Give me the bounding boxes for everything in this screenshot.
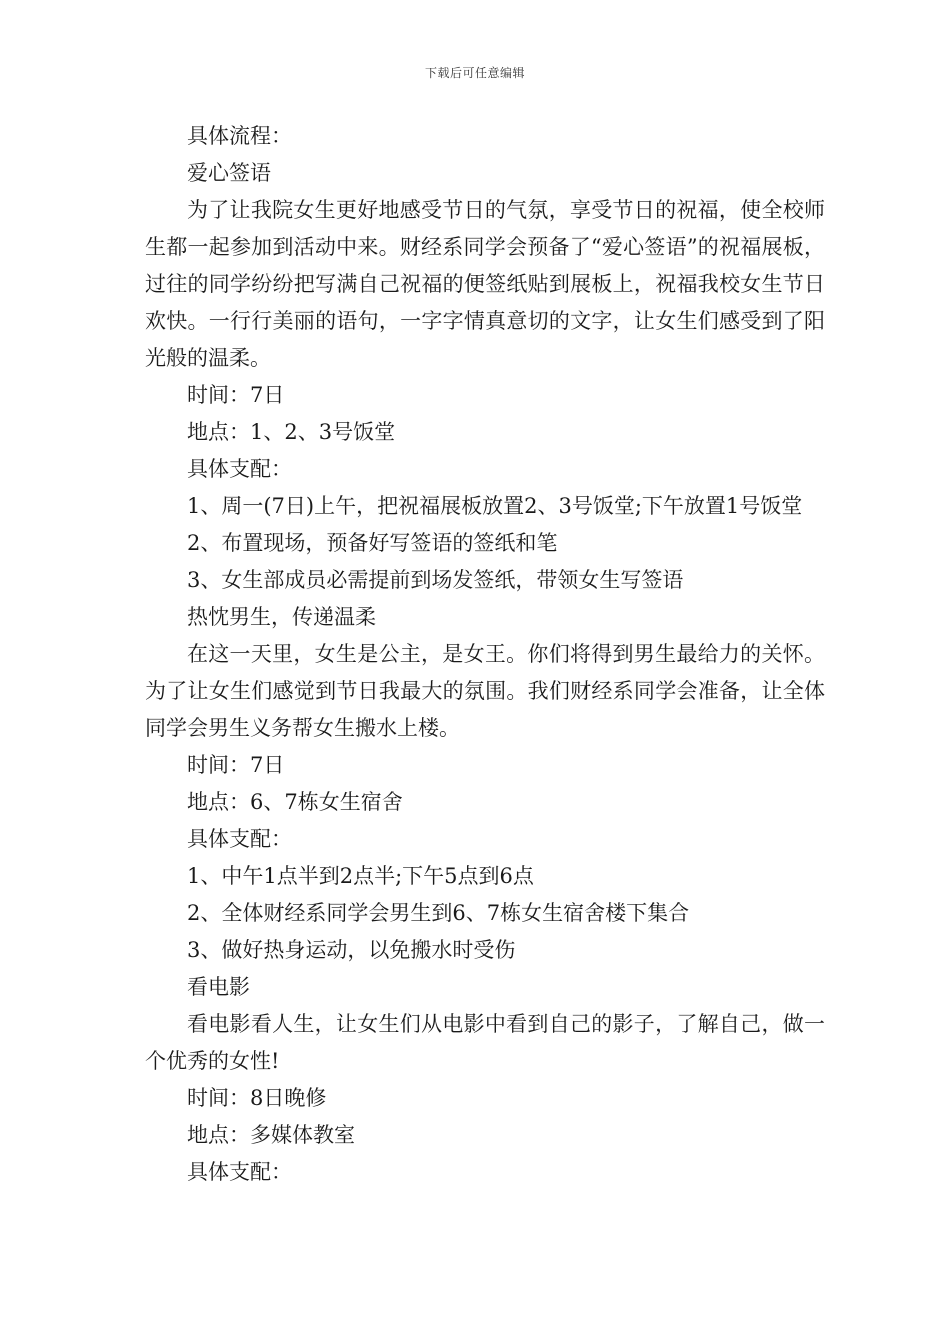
- paragraph-boys-step-2: 2、全体财经系同学会男生到6、7栋女生宿舍楼下集合: [187, 901, 690, 925]
- paragraph-signing-time: 时间：7日: [187, 383, 285, 407]
- paragraph-signing-step-2: 2、布置现场，预备好写签语的签纸和笔: [187, 531, 558, 555]
- paragraph-boys-time: 时间：7日: [187, 753, 285, 777]
- paragraph-boys-step-3: 3、做好热身运动，以免搬水时受伤: [187, 938, 516, 962]
- paragraph-process-heading: 具体流程：: [187, 124, 292, 148]
- paragraph-boys-description: 在这一天里，女生是公主，是女王。你们将得到男生最给力的关怀。为了让女生们感觉到节日我最大的氛围。我们财经系同学会准备，让全体同学会男生义务帮女生搬水上楼。: [145, 642, 825, 740]
- paragraph-boys-step-1: 1、中午1点半到2点半;下午5点到6点: [187, 864, 534, 888]
- paragraph-signing-step-1: 1、周一(7日)上午，把祝福展板放置2、3号饭堂;下午放置1号饭堂: [187, 494, 803, 518]
- paragraph-signing-description: 为了让我院女生更好地感受节日的气氛，享受节日的祝福，使全校师生都一起参加到活动中来。财经系同学会预备了“爱心签语”的祝福展板，过往的同学纷纷把写满自己祝福的便签纸贴到展板上，祝福我校女生节日欢快。一行行美丽的语句，一字字情真意切的文字，让女生们感受到了阳光般的温柔。: [145, 198, 825, 370]
- page-header-note: 下载后可任意编辑: [424, 66, 525, 80]
- paragraph-section-title-movie: 看电影: [187, 975, 250, 999]
- paragraph-movie-location: 地点：多媒体教室: [187, 1123, 355, 1147]
- paragraph-boys-arrangement-heading: 具体支配：: [187, 827, 292, 851]
- paragraph-signing-arrangement-heading: 具体支配：: [187, 457, 292, 481]
- paragraph-movie-description: 看电影看人生，让女生们从电影中看到自己的影子，了解自己，做一个优秀的女性!: [145, 1012, 825, 1073]
- paragraph-boys-location: 地点：6、7栋女生宿舍: [187, 790, 403, 814]
- document-body: [145, 118, 825, 1191]
- paragraph-signing-location: 地点：1、2、3号饭堂: [187, 420, 396, 444]
- paragraph-movie-arrangement-heading: 具体支配：: [187, 1160, 292, 1184]
- paragraph-movie-time: 时间：8日晚修: [187, 1086, 327, 1110]
- paragraph-signing-step-3: 3、女生部成员必需提前到场发签纸，带领女生写签语: [187, 568, 684, 592]
- paragraph-section-title-boys: 热忱男生，传递温柔: [187, 605, 376, 629]
- paragraph-section-title-signing: 爱心签语: [187, 161, 271, 185]
